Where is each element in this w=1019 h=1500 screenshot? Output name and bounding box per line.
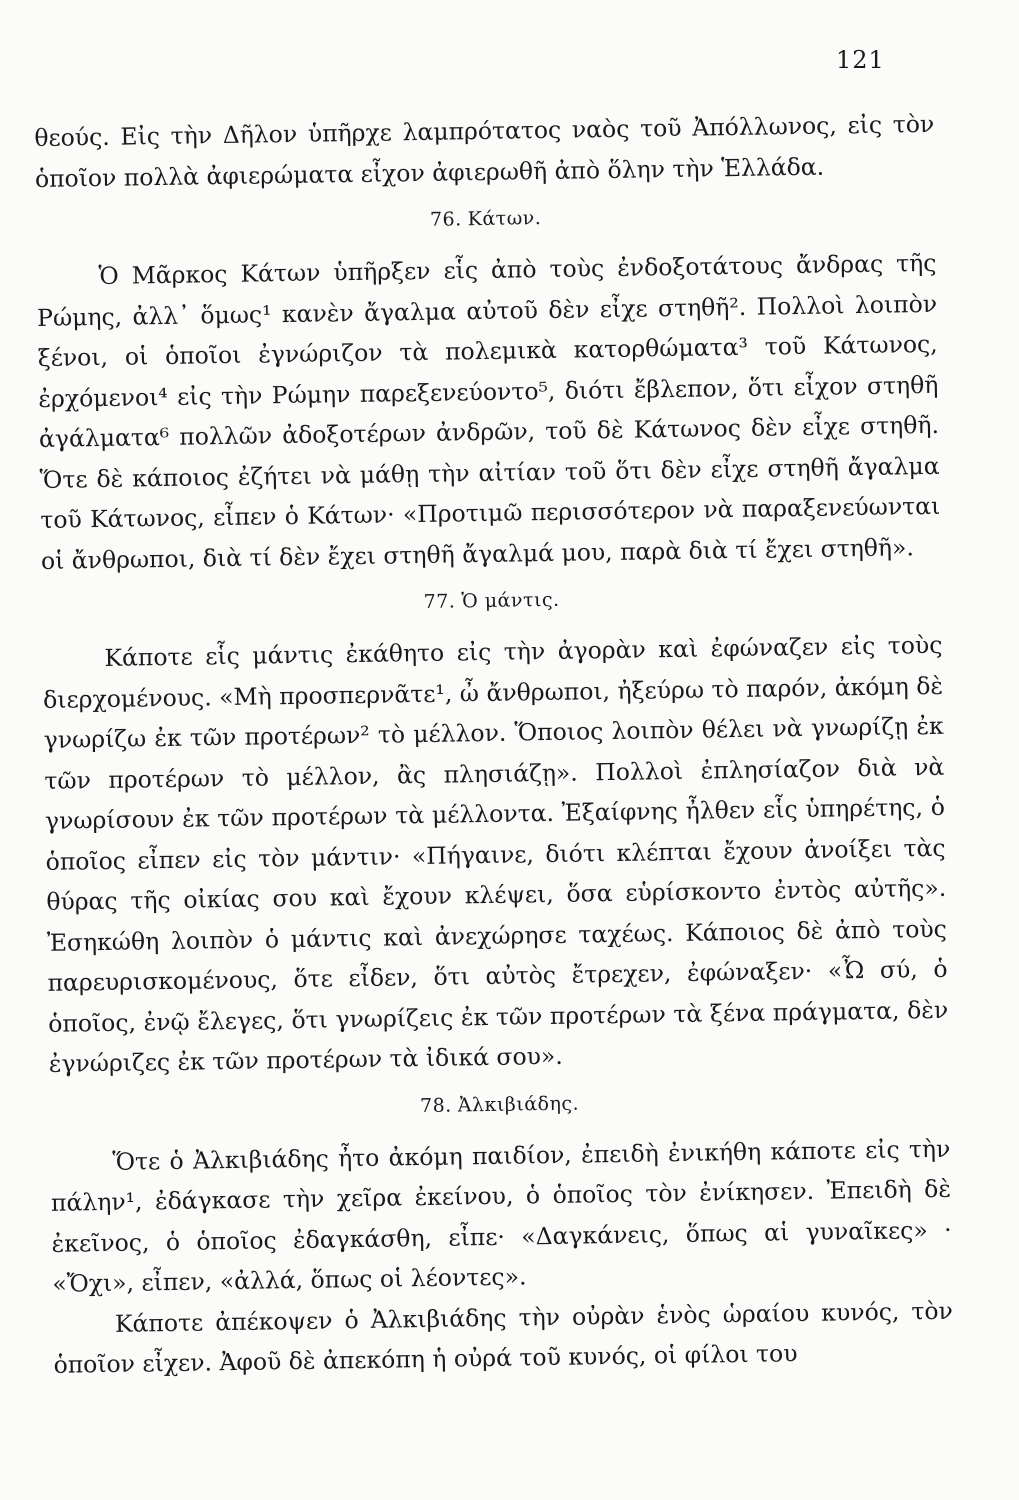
section-title: Ἀλκιβιάδης. (457, 1092, 580, 1116)
page-number: 121 (836, 46, 885, 74)
section-heading-76 (35, 197, 935, 241)
section-heading-77 (41, 579, 941, 623)
section-number: 78. (419, 1094, 452, 1117)
section-number: 76. (429, 208, 462, 231)
paragraph-alkibiades-2: Κάποτε ἀπέκοψεν ὁ Ἀλκιβιάδης τὴν οὐρὰν ἑνὸς ὡραίου κυνός, τὸν ὁποῖον εἶχεν. Ἀφοῦ δὲ ἀπεκόπη ἡ οὐρά τοῦ κυνός, οἱ φίλοι του (53, 1296, 954, 1379)
paragraph-katon: Ὁ Μᾶρκος Κάτων ὑπῆρξεν εἷς ἀπὸ τοὺς ἐνδοξοτάτους ἄνδρας τῆς Ρώμης, ἀλλ᾿ ὅμως¹ κανὲν ἄγαλμα αὐτοῦ δὲν εἶχε στηθῆ². Πολλοὶ λοιπὸν ξένοι, οἱ ὁποῖοι ἐγνώριζον τὰ πολεμικὰ κατορθώματα³ τοῦ Κάτωνος, ἐρχόμενοι⁴ εἰς τὴν Ρώμην παρεξενεύοντο⁵, διότι ἔβλεπον, ὅτι εἶχον στηθῆ ἀγάλματα⁶ πολλῶν ἀδοξοτέρων ἀνδρῶν, τοῦ δὲ Κάτωνος δὲν εἶχε στηθῆ. Ὅτε δὲ κάποιος ἐζήτει νὰ μάθῃ τὴν αἰτίαν τοῦ ὅτι δὲν εἶχε στηθῆ ἄγαλμα τοῦ Κάτωνος, εἶπεν ὁ Κάτων· «Προτιμῶ περισσότερον νὰ παραξενεύωνται οἱ ἄνθρωποι, διὰ τί δὲν ἔχει στηθῆ ἄγαλμά μου, παρὰ διὰ τί ἔχει στηθῆ». (36, 248, 941, 575)
section-title: Ὁ μάντις. (461, 588, 560, 613)
section-number: 77. (423, 590, 456, 613)
paragraph-intro: θεούς. Εἰς τὴν Δῆλον ὑπῆρχε λαμπρότατος ναὸς τοῦ Ἀπόλλωνος, εἰς τὸν ὁποῖον πολλὰ ἀφιερώματα εἶχον ἀφιερωθῆ ἀπὸ ὅλην τὴν Ἑλλάδα. (34, 109, 935, 193)
section-title: Κάτων. (467, 207, 542, 231)
paragraph-alkibiades-1: Ὅτε ὁ Ἀλκιβιάδης ἦτο ἀκόμη παιδίον, ἐπειδὴ ἐνικήθη κάποτε εἰς τὴν πάλην¹, ἐδάγκασε τὴν χεῖρα ἐκείνου, ὁ ὁποῖος τὸν ἐνίκησεν. Ἐπειδὴ δὲ ἐκεῖνος, ὁ ὁποῖος ἐδαγκάσθη, εἶπε· «Δαγκάνεις, ὅπως αἱ γυναῖκες» · «Ὄχι», εἶπεν, «ἀλλά, ὅπως οἱ λέοντες». (50, 1134, 952, 1298)
paragraph-mantis: Κάποτε εἷς μάντις ἐκάθητο εἰς τὴν ἀγορὰν καὶ ἐφώναζεν εἰς τοὺς διερχομένους. «Μὴ προσπερνᾶτε¹, ὦ ἄνθρωποι, ἠξεύρω τὸ παρόν, ἀκόμη δὲ γνωρίζω ἐκ τῶν προτέρων² τὸ μέλλον. Ὅποιος λοιπὸν θέλει νὰ γνωρίζῃ ἐκ τῶν προτέρων τὸ μέλλον, ἂς πλησιάζῃ». Πολλοὶ ἐπλησίαζον διὰ νὰ γνωρίσουν ἐκ τῶν προτέρων τὰ μέλλοντα. Ἐξαίφνης ἦλθεν εἷς ὑπηρέτης, ὁ ὁποῖος εἶπεν εἰς τὸν μάντιν· «Πήγαινε, διότι κλέπται ἔχουν ἀνοίξει τὰς θύρας τῆς οἰκίας σου καὶ ἔχουν κλέψει, ὅσα εὑρίσκοντο ἐντὸς αὐτῆς». Ἐσηκώθη λοιπὸν ὁ μάντις καὶ ἀνεχώρησε ταχέως. Κάποιος δὲ ἀπὸ τοὺς παρευρισκομένους, ὅτε εἶδεν, ὅτι αὐτὸς ἔτρεχεν, ἐφώναξεν· «Ὦ σύ, ὁ ὁποῖος, ἐνῷ ἔλεγες, ὅτι γνωρίζεις ἐκ τῶν προτέρων τὰ ξένα πράγματα, δὲν ἐγνώριζες ἐκ τῶν προτέρων τὰ ἰδικά σου». (42, 630, 949, 1078)
page-text (34, 104, 954, 1385)
section-heading-78 (49, 1082, 949, 1126)
